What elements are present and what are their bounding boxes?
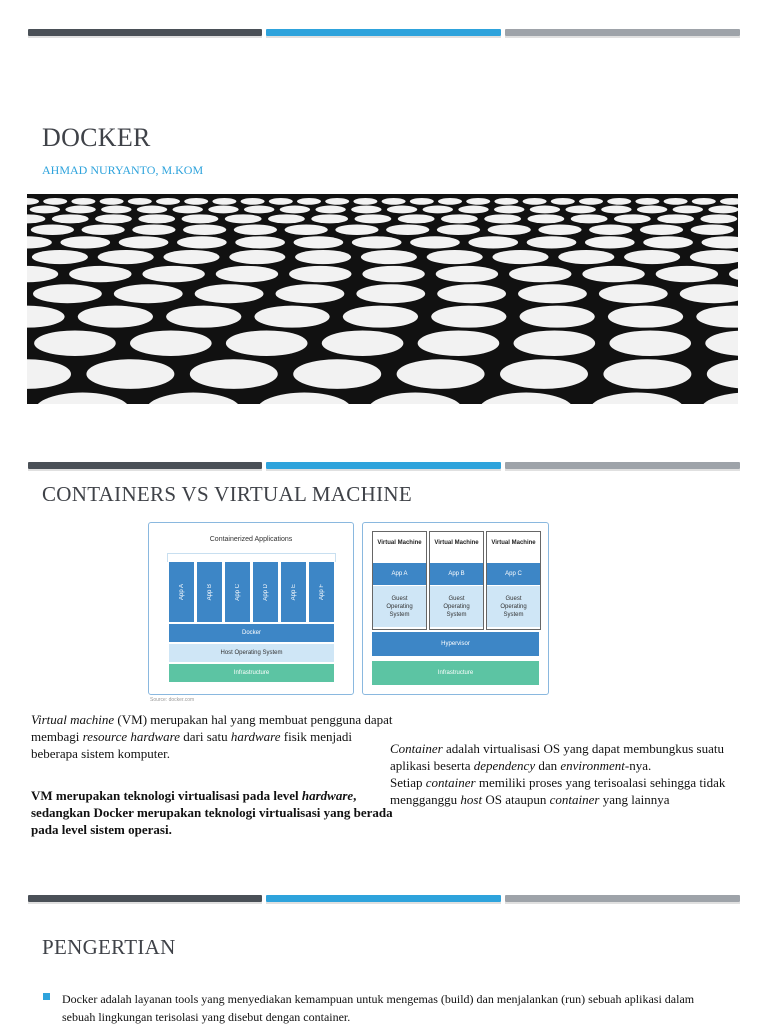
- header-bar-blue: [266, 29, 501, 36]
- vm-app-block: App A: [373, 563, 426, 585]
- disc: [729, 266, 738, 282]
- disc: [643, 236, 693, 248]
- disc: [640, 225, 683, 235]
- disc: [423, 206, 453, 214]
- disc: [582, 266, 644, 282]
- disc: [708, 206, 738, 214]
- disc: [31, 225, 74, 235]
- disc: [410, 236, 460, 248]
- disc: [351, 206, 381, 214]
- disc: [229, 250, 285, 264]
- disc: [362, 266, 424, 282]
- disc: [441, 214, 478, 223]
- disc: [361, 250, 417, 264]
- disc: [692, 198, 716, 205]
- disc: [701, 393, 738, 404]
- header-bar-gray: [505, 462, 740, 469]
- disc: [130, 330, 212, 356]
- slide-title: PENGERTIAN: [42, 935, 176, 959]
- disc: [27, 214, 45, 223]
- disc: [27, 306, 65, 328]
- guest-os-block: Guest Operating System: [430, 586, 483, 627]
- disc: [114, 284, 183, 303]
- disc: [527, 236, 577, 248]
- disc: [297, 198, 321, 205]
- disc: [315, 206, 345, 214]
- disc: [479, 393, 573, 404]
- disc: [276, 284, 345, 303]
- disc: [707, 359, 738, 389]
- disc: [431, 306, 506, 328]
- disc: [500, 359, 588, 389]
- disc: [235, 236, 285, 248]
- disc: [466, 198, 490, 205]
- banner-image: [27, 194, 738, 404]
- disc: [82, 225, 125, 235]
- app-block: App A: [169, 562, 194, 622]
- disc: [530, 206, 560, 214]
- disc: [523, 198, 547, 205]
- disc: [343, 306, 418, 328]
- app-block: App B: [197, 562, 222, 622]
- disc: [436, 266, 498, 282]
- disc: [635, 198, 659, 205]
- disc: [551, 198, 575, 205]
- disc: [226, 330, 308, 356]
- disc: [494, 198, 518, 205]
- container-paragraph: Container adalah virtualisasi OS yang dapat membungkus suatu aplikasi beserta dependency dan environment-nya. Setiap container memiliki proses yang terisoalasi sehingga tidak mengganggu host OS ataupun container yang lainnya: [390, 741, 726, 807]
- disc: [33, 284, 102, 303]
- diagram-title: Containerized Applications: [209, 536, 293, 543]
- disc: [637, 206, 667, 214]
- disc: [71, 198, 95, 205]
- disc: [608, 306, 683, 328]
- disc: [52, 214, 89, 223]
- disc: [680, 284, 738, 303]
- disc: [494, 206, 524, 214]
- disc: [558, 250, 614, 264]
- disc: [387, 206, 417, 214]
- disc: [43, 198, 67, 205]
- disc: [673, 206, 703, 214]
- disc: [268, 214, 305, 223]
- disc: [132, 225, 175, 235]
- disc: [27, 359, 71, 389]
- disc: [437, 225, 480, 235]
- infrastructure-layer: Infrastructure: [372, 661, 539, 685]
- infrastructure-layer: Infrastructure: [169, 664, 334, 682]
- disc: [509, 266, 571, 282]
- bullet-square-icon: [43, 993, 50, 1000]
- app-block: App C: [225, 562, 250, 622]
- disc: [514, 330, 596, 356]
- disc: [241, 198, 265, 205]
- disc: [355, 214, 392, 223]
- disc: [322, 330, 404, 356]
- app-area-outline: [167, 553, 336, 562]
- vm-label: Virtual Machine: [434, 540, 479, 546]
- disc: [216, 266, 278, 282]
- disc: [295, 250, 351, 264]
- disc: [518, 284, 587, 303]
- disc: [493, 250, 549, 264]
- header-bar-blue: [266, 462, 501, 469]
- disc: [603, 359, 691, 389]
- header-bar-dark: [28, 462, 262, 469]
- disc: [289, 266, 351, 282]
- guest-os-block: Guest Operating System: [487, 586, 540, 627]
- header-bar-gray: [505, 895, 740, 902]
- app-block: App F: [309, 562, 334, 622]
- disc: [27, 236, 52, 248]
- disc: [69, 266, 131, 282]
- vm-label: Virtual Machine: [491, 540, 536, 546]
- slide-title: DOCKER: [42, 123, 151, 152]
- disc: [212, 198, 236, 205]
- disc: [579, 198, 603, 205]
- disc: [538, 225, 581, 235]
- disc: [656, 266, 718, 282]
- disc: [418, 330, 500, 356]
- disc: [254, 306, 329, 328]
- disc: [352, 236, 402, 248]
- disc: [353, 198, 377, 205]
- disc: [195, 284, 264, 303]
- disc: [142, 266, 204, 282]
- disc: [35, 393, 129, 404]
- disc: [590, 393, 684, 404]
- vm-app-block: App B: [430, 563, 483, 585]
- disc: [100, 198, 124, 205]
- vm-label: Virtual Machine: [377, 540, 422, 546]
- disc: [86, 359, 174, 389]
- disc: [101, 206, 131, 214]
- vm-paragraph: Virtual machine (VM) merupakan hal yang membuat pengguna dapat membagi resource hardware dari satu hardware fisik menjadi beberapa sistem komputer.: [31, 712, 393, 761]
- disc: [427, 250, 483, 264]
- disc: [571, 214, 608, 223]
- disc: [657, 214, 694, 223]
- disc: [484, 214, 521, 223]
- disc: [234, 225, 277, 235]
- disc: [27, 198, 39, 205]
- disc: [225, 214, 262, 223]
- disc: [128, 198, 152, 205]
- hypervisor-layer: Hypervisor: [372, 632, 539, 656]
- app-block: App E: [281, 562, 306, 622]
- disc: [244, 206, 274, 214]
- disc: [138, 214, 175, 223]
- disc: [293, 359, 381, 389]
- disc: [269, 198, 293, 205]
- disc: [488, 225, 531, 235]
- disc: [700, 214, 737, 223]
- disc: [183, 225, 226, 235]
- disc: [95, 214, 132, 223]
- disc: [164, 250, 220, 264]
- vm-diagram: [362, 522, 549, 695]
- disc: [386, 225, 429, 235]
- disc: [607, 198, 631, 205]
- disc: [156, 198, 180, 205]
- disc: [664, 198, 688, 205]
- disc: [98, 250, 154, 264]
- disc: [468, 236, 518, 248]
- guest-os-block: Guest Operating System: [373, 586, 426, 627]
- containers-diagram: [148, 522, 354, 695]
- disc: [32, 250, 88, 264]
- header-bar-dark: [28, 29, 262, 36]
- disc: [690, 250, 738, 264]
- disc: [527, 214, 564, 223]
- disc: [356, 284, 425, 303]
- disc: [280, 206, 310, 214]
- disc: [146, 393, 240, 404]
- disc: [182, 214, 219, 223]
- disc: [294, 236, 344, 248]
- app-block: App D: [253, 562, 278, 622]
- disc: [609, 330, 691, 356]
- disc: [368, 393, 462, 404]
- disc: [601, 206, 631, 214]
- vm-app-block: App C: [487, 563, 540, 585]
- slide-title: CONTAINERS VS VIRTUAL MACHINE: [42, 482, 412, 506]
- disc: [599, 284, 668, 303]
- disc: [382, 198, 406, 205]
- disc: [458, 206, 488, 214]
- disc: [137, 206, 167, 214]
- disc: [702, 236, 738, 248]
- disc: [30, 206, 60, 214]
- slide-author: AHMAD NURYANTO, M.KOM: [42, 163, 204, 177]
- docker-layer: Docker: [169, 624, 334, 642]
- disc: [691, 225, 734, 235]
- disc: [34, 330, 116, 356]
- bullet-text: Docker adalah layanan tools yang menyediakan kemampuan untuk mengemas (build) dan menjalankan (run) sebuah aplikasi dalam sebuah lingkungan terisolasi yang disebut dengan container.: [62, 992, 695, 1024]
- disc: [65, 206, 95, 214]
- disc: [705, 330, 738, 356]
- disc: [257, 393, 351, 404]
- disc: [438, 198, 462, 205]
- disc: [720, 198, 738, 205]
- disc: [398, 214, 435, 223]
- disc: [311, 214, 348, 223]
- disc: [614, 214, 651, 223]
- host-os-layer: Host Operating System: [169, 644, 334, 662]
- header-bar-gray: [505, 29, 740, 36]
- disc: [565, 206, 595, 214]
- disc: [177, 236, 227, 248]
- header-bar-blue: [266, 895, 501, 902]
- disc: [335, 225, 378, 235]
- disc: [190, 359, 278, 389]
- disc: [27, 266, 58, 282]
- disc: [208, 206, 238, 214]
- disc: [119, 236, 169, 248]
- disc: [520, 306, 595, 328]
- disc: [696, 306, 738, 328]
- disc: [173, 206, 203, 214]
- header-bar-dark: [28, 895, 262, 902]
- disc: [585, 236, 635, 248]
- disc: [285, 225, 328, 235]
- disc: [166, 306, 241, 328]
- disc: [410, 198, 434, 205]
- disc: [397, 359, 485, 389]
- disc: [184, 198, 208, 205]
- disc: [624, 250, 680, 264]
- disc: [325, 198, 349, 205]
- disc: [78, 306, 153, 328]
- vm-docker-comparison: VM merupakan teknologi virtualisasi pada level hardware, sedangkan Docker merupakan teknologi virtualisasi yang berada pada level sistem operasi.: [31, 788, 393, 837]
- disc: [437, 284, 506, 303]
- disc: [60, 236, 110, 248]
- diagram-source: Source: docker.com: [150, 697, 195, 703]
- disc: [589, 225, 632, 235]
